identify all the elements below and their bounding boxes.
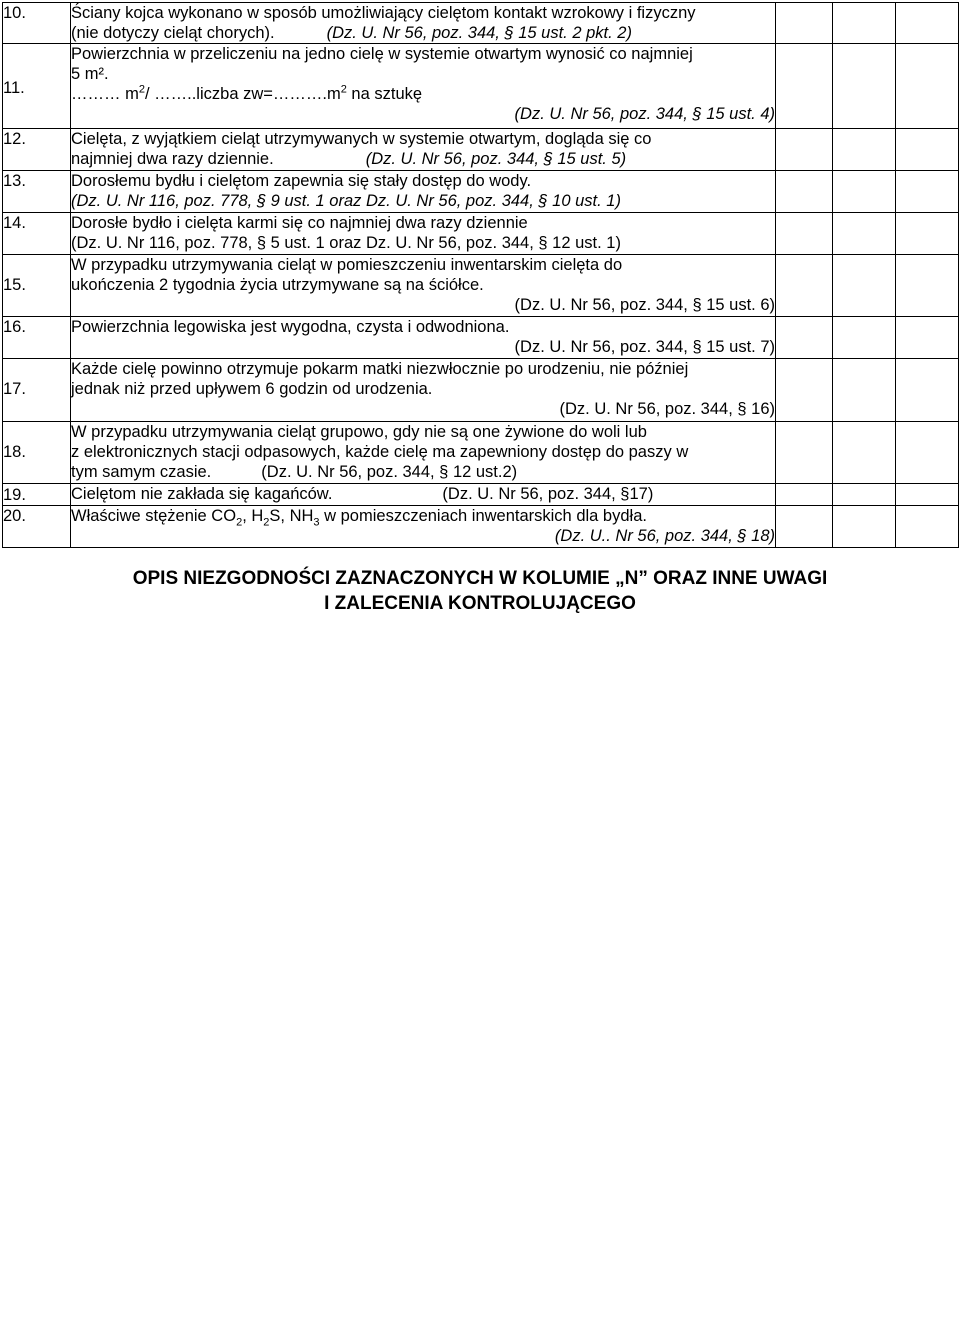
table-row bbox=[3, 129, 959, 171]
check-cell-n[interactable] bbox=[833, 317, 896, 359]
check-cell-nd[interactable] bbox=[896, 484, 959, 506]
requirement-text: Cielętom nie zakłada się kagańców. (Dz. U. Nr 56, poz. 344, §17) bbox=[71, 484, 776, 506]
requirement-text: W przypadku utrzymywania cieląt grupowo, gdy nie są one żywione do woli lub z elektronicznych stacji odpasowych, każde cielę ma zapewniony dostęp do paszy w tym samym czasie. (Dz. U. Nr 56, poz. 344, § 12 ust.2) bbox=[71, 422, 776, 484]
requirement-text: Dorosłe bydło i cielęta karmi się co najmniej dwa razy dziennie (Dz. U. Nr 116, poz. 778, § 5 ust. 1 oraz Dz. U. Nr 56, poz. 344, § 12 ust. 1) bbox=[71, 213, 776, 255]
check-cell-nd[interactable] bbox=[896, 317, 959, 359]
section-heading: OPIS NIEZGODNOŚCI ZAZNACZONYCH W KOLUMIE „N” ORAZ INNE UWAGI I ZALECENIA KONTROLUJĄCEGO bbox=[132, 568, 828, 614]
check-cell-t[interactable] bbox=[776, 171, 833, 213]
check-cell-nd[interactable] bbox=[896, 359, 959, 422]
requirement-text: Dorosłemu bydłu i cielętom zapewnia się stały dostęp do wody. (Dz. U. Nr 116, poz. 778, § 9 ust. 1 oraz Dz. U. Nr 56, poz. 344, § 10 ust. 1) bbox=[71, 171, 776, 213]
check-cell-nd[interactable] bbox=[896, 44, 959, 129]
check-cell-nd[interactable] bbox=[896, 3, 959, 44]
table-row bbox=[3, 359, 959, 422]
requirement-text: Każde cielę powinno otrzymuje pokarm matki niezwłocznie po urodzeniu, nie później jednak niż przed upływem 6 godzin od urodzenia. (Dz. U. Nr 56, poz. 344, § 16) bbox=[71, 359, 776, 422]
row-number: 17. bbox=[3, 359, 71, 422]
requirement-text: Właściwe stężenie $CO_2$, $H_2S$, $NH_3$ w pomieszczeniach inwentarskich dla bydła. (Dz. U.. Nr 56, poz. 344, § 18) bbox=[71, 506, 776, 548]
check-cell-t[interactable] bbox=[776, 506, 833, 548]
row-number: 16. bbox=[3, 317, 71, 359]
check-cell-t[interactable] bbox=[776, 484, 833, 506]
check-cell-nd[interactable] bbox=[896, 171, 959, 213]
table-row bbox=[3, 213, 959, 255]
row-number: 13. bbox=[3, 171, 71, 213]
check-cell-t[interactable] bbox=[776, 317, 833, 359]
check-cell-n[interactable] bbox=[833, 129, 896, 171]
check-cell-t[interactable] bbox=[776, 213, 833, 255]
check-cell-n[interactable] bbox=[833, 255, 896, 317]
table-row bbox=[3, 171, 959, 213]
table-row bbox=[3, 422, 959, 484]
table-row bbox=[3, 506, 959, 548]
check-cell-t[interactable] bbox=[776, 44, 833, 129]
check-cell-t[interactable] bbox=[776, 129, 833, 171]
check-cell-t[interactable] bbox=[776, 359, 833, 422]
check-cell-n[interactable] bbox=[833, 359, 896, 422]
check-cell-nd[interactable] bbox=[896, 213, 959, 255]
requirement-text: Powierzchnia w przeliczeniu na jedno cielę w systemie otwartym wynosić co najmniej 5 m². ……… $m^2/$ ……..liczba $zw=\dots\dots\dots.m^2$ na sztukę (Dz. U. Nr 56, poz. 344, § 15 ust. 4) bbox=[71, 44, 776, 129]
row-number: 11. bbox=[3, 44, 71, 129]
row-number: 10. bbox=[3, 3, 71, 44]
check-cell-n[interactable] bbox=[833, 3, 896, 44]
requirement-text: W przypadku utrzymywania cieląt w pomieszczeniu inwentarskim cielęta do ukończenia 2 tygodnia życia utrzymywane są na ściółce. (Dz. U. Nr 56, poz. 344, § 15 ust. 6) bbox=[71, 255, 776, 317]
check-cell-n[interactable] bbox=[833, 484, 896, 506]
check-cell-n[interactable] bbox=[833, 44, 896, 129]
row-number: 15. bbox=[3, 255, 71, 317]
check-cell-n[interactable] bbox=[833, 171, 896, 213]
row-number: 12. bbox=[3, 129, 71, 171]
check-cell-n[interactable] bbox=[833, 506, 896, 548]
requirement-text: Powierzchnia legowiska jest wygodna, czysta i odwodniona. (Dz. U. Nr 56, poz. 344, § 15 ust. 7) bbox=[71, 317, 776, 359]
row-number: 19. bbox=[3, 484, 71, 506]
check-cell-n[interactable] bbox=[833, 213, 896, 255]
table-row bbox=[3, 3, 959, 44]
table-row bbox=[3, 44, 959, 129]
check-cell-nd[interactable] bbox=[896, 422, 959, 484]
requirement-text: Ściany kojca wykonano w sposób umożliwiający cielętom kontakt wzrokowy i fizyczny (nie dotyczy cieląt chorych). (Dz. U. Nr 56, poz. 344, § 15 ust. 2 pkt. 2) bbox=[71, 3, 776, 44]
table-row bbox=[3, 255, 959, 317]
check-cell-nd[interactable] bbox=[896, 129, 959, 171]
row-number: 18. bbox=[3, 422, 71, 484]
check-cell-t[interactable] bbox=[776, 255, 833, 317]
check-cell-nd[interactable] bbox=[896, 506, 959, 548]
checklist-table bbox=[2, 2, 959, 548]
row-number: 14. bbox=[3, 213, 71, 255]
requirement-text: Cielęta, z wyjątkiem cieląt utrzymywanych w systemie otwartym, dogląda się co najmniej dwa razy dziennie. (Dz. U. Nr 56, poz. 344, § 15 ust. 5) bbox=[71, 129, 776, 171]
check-cell-n[interactable] bbox=[833, 422, 896, 484]
table-row bbox=[3, 317, 959, 359]
table-row bbox=[3, 484, 959, 506]
check-cell-nd[interactable] bbox=[896, 255, 959, 317]
row-number: 20. bbox=[3, 506, 71, 548]
check-cell-t[interactable] bbox=[776, 3, 833, 44]
check-cell-t[interactable] bbox=[776, 422, 833, 484]
